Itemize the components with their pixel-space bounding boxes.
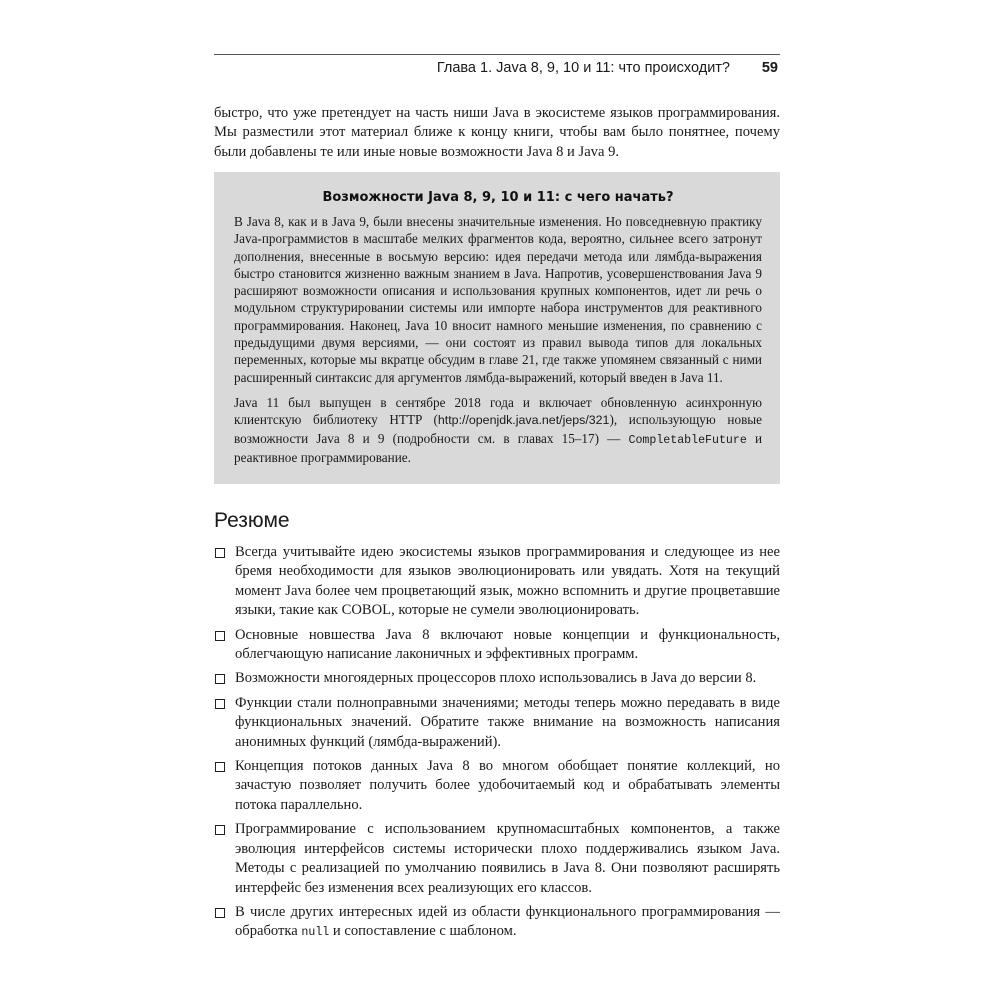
running-title: Глава 1. Java 8, 9, 10 и 11: что происходит? [436, 60, 730, 76]
book-page [214, 0, 780, 1000]
null-code: null [301, 926, 330, 940]
page-number: 59 [761, 60, 778, 76]
summary-item [214, 903, 780, 943]
checkbox-bullet-icon [215, 699, 225, 709]
summary-item [214, 757, 780, 815]
header-rule [214, 54, 780, 55]
sidebar-paragraph-2-mid: ), использующую новые возможности Java 8 и 9 (подробности см. в главах 15–17) — [234, 412, 763, 446]
sidebar-paragraph-2 [234, 394, 762, 466]
summary-item [214, 694, 780, 752]
running-header [214, 58, 780, 82]
summary-list [214, 543, 780, 948]
checkbox-bullet-icon [215, 825, 225, 835]
summary-item-text: Всегда учитывайте идею экосистемы языков программирования и следующее из нее бремя необходимости для языков эволюционировать или увядать. Хотя на текущий момент Java более чем процветающий язык, можно вспомнить и другие процветавшие языки, такие как COBOL, которые не сумели эволюционировать. [235, 544, 780, 619]
summary-item-text: Функции стали полноправными значениями; методы теперь можно передавать в виде функциональных значений. Обратите также внимание на возможность написания анонимных функций (лямбда-выражений). [235, 694, 780, 750]
summary-item-text: Основные новшества Java 8 включают новые концепции и функциональность, облегчающую написание лаконичных и эффективных программ. [235, 626, 780, 663]
sidebar-paragraph-1: В Java 8, как и в Java 9, были внесены значительные изменения. Но повседневную практику Java-программистов в масштабе мелких фрагментов кода, вероятно, сильнее всего затронут дополнения, внесенные в восьмую версию: идея передачи метода или лямбда-выражения быстро становится жизненно важным знанием в Java. Напротив, усовершенствования Java 9 расширяют возможности описания и использования крупных компонентов, идет ли речь о модульном структурировании системы или импорте набора инструментов для реактивного программирования. Наконец, Java 10 вносит намного меньшие изменения, по сравнению с предыдущими двумя версиями, — они состоят из правил вывода типов для локальных переменных, которые мы вкратце обсудим в главе 21, где также упомянем связанный с ними расширенный синтаксис для аргументов лямбда-выражений, который введен в Java 11. [234, 214, 762, 385]
sidebar-box [214, 172, 780, 484]
sidebar-paragraph-2-start: Java 11 был выпущен в сентябре 2018 года и включает обновленную асинхронную клиентскую библиотеку HTTP ( [234, 394, 762, 428]
sidebar-title: Возможности Java 8, 9, 10 и 11: с чего начать? [322, 190, 674, 205]
checkbox-bullet-icon [215, 548, 225, 558]
summary-item-text-end: и сопоставление с шаблоном. [329, 923, 517, 940]
checkbox-bullet-icon [215, 908, 225, 918]
checkbox-bullet-icon [215, 631, 225, 641]
jep-url-link[interactable]: http://openjdk.java.net/jeps/321 [437, 413, 610, 428]
summary-item-text: Возможности многоядерных процессоров плохо использовались в Java до версии 8. [235, 670, 757, 687]
summary-item-text: Концепция потоков данных Java 8 во многом обобщает понятие коллекций, но зачастую позволяет получить более удобочитаемый код и обрабатывать элементы потока параллельно. [235, 758, 780, 813]
completable-future-code: CompletableFuture [628, 433, 747, 447]
summary-item-text-start: В числе других интересных идей из области функционального программирования — обработка [235, 903, 780, 940]
sidebar-paragraph-2-end: и реактивное программирование. [234, 430, 763, 465]
summary-item [214, 669, 780, 688]
summary-item-text: Программирование с использованием крупномасштабных компонентов, а также эволюция интерфейсов системы исторически плохо поддерживались языком Java. Методы с реализацией по умолчанию появились в Java 8. Они позволяют расширять интерфейс без изменения всех реализующих его классов. [235, 821, 780, 896]
checkbox-bullet-icon [215, 762, 225, 772]
intro-paragraph: быстро, что уже претендует на часть ниши Java в экосистеме языков программирования. Мы разместили этот материал ближе к концу книги, чтобы вам было понятнее, почему были добавлены те или иные новые возможности Java 8 и Java 9. [214, 105, 780, 160]
summary-heading: Резюме [214, 509, 290, 532]
checkbox-bullet-icon [215, 674, 225, 684]
summary-item [214, 543, 780, 621]
summary-item [214, 626, 780, 665]
summary-item [214, 820, 780, 898]
